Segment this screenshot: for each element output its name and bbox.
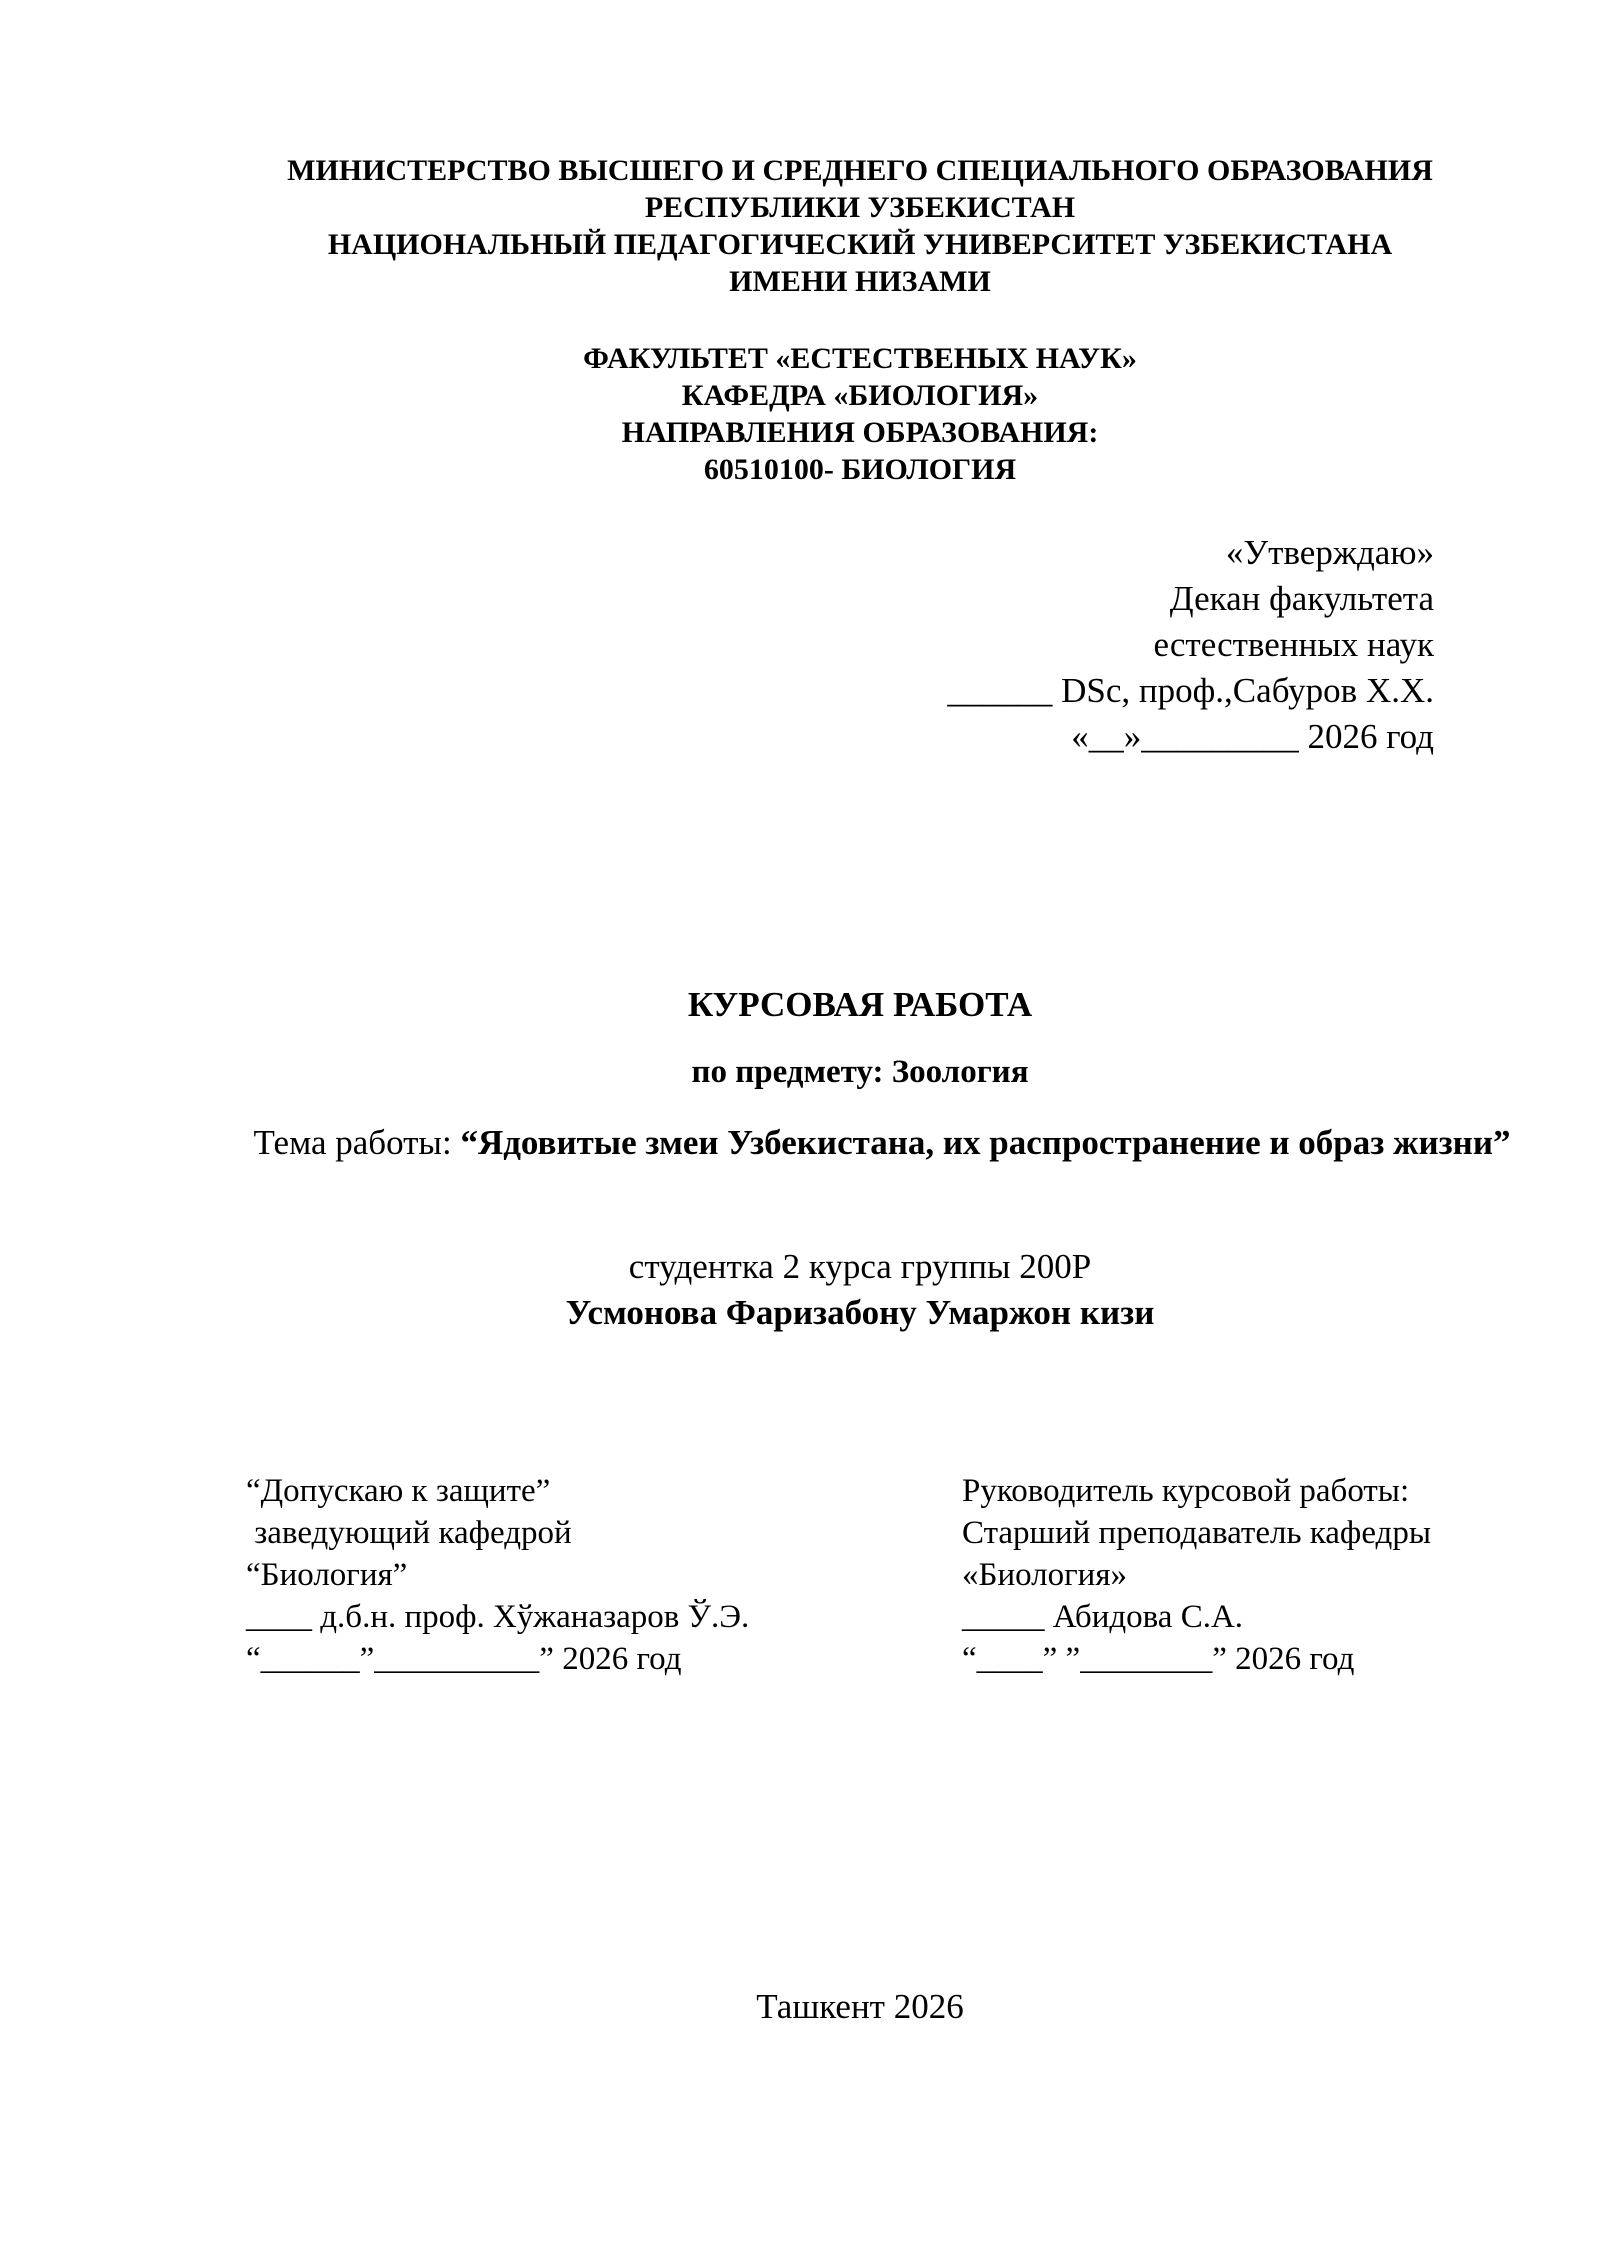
dean-role-line-1: Декан факультета bbox=[1169, 579, 1434, 618]
supervisor-line-2: Старший преподаватель кафедры bbox=[962, 1515, 1431, 1551]
work-type-title: КУРСОВАЯ РАБОТА bbox=[687, 985, 1033, 1024]
ministry-header bbox=[200, 152, 1520, 300]
admission-line-3: “Биология” bbox=[246, 1557, 408, 1593]
subject-line: по предмету: Зоология bbox=[691, 1054, 1029, 1090]
student-group-line: студентка 2 курса группы 200Р bbox=[628, 1247, 1092, 1286]
direction-label: НАПРАВЛЕНИЯ ОБРАЗОВАНИЯ: bbox=[621, 416, 1099, 449]
supervisor-line-1: Руководитель курсовой работы: bbox=[962, 1473, 1410, 1509]
faculty-header bbox=[200, 340, 1520, 488]
topic-title: “Ядовитые змеи Узбекистана, их распространение и образ жизни” bbox=[460, 1123, 1511, 1162]
faculty-line: ФАКУЛЬТЕТ «ЕСТЕСТВЕНЫХ НАУК» bbox=[583, 342, 1137, 375]
dean-signatory: ______ DSc, проф.,Сабуров Х.Х. bbox=[947, 671, 1434, 710]
city-year: Ташкент 2026 bbox=[756, 1987, 964, 2026]
department-line: КАФЕДРА «БИОЛОГИЯ» bbox=[681, 379, 1039, 412]
ministry-line-1: МИНИСТЕРСТВО ВЫСШЕГО И СРЕДНЕГО СПЕЦИАЛЬНОГО ОБРАЗОВАНИЯ bbox=[287, 154, 1433, 187]
ministry-line-2: РЕСПУБЛИКИ УЗБЕКИСТАН bbox=[644, 191, 1076, 224]
supervisor-line-3: «Биология» bbox=[962, 1557, 1128, 1593]
approve-label: «Утверждаю» bbox=[1225, 533, 1434, 572]
topic-block bbox=[232, 1110, 1532, 1176]
university-line-2: ИМЕНИ НИЗАМИ bbox=[729, 265, 991, 298]
dean-approval-block bbox=[800, 530, 1434, 760]
dean-approval-date: «__»_________ 2026 год bbox=[1071, 717, 1434, 756]
supervisor-line-5: “____” ”________” 2026 год bbox=[962, 1641, 1355, 1677]
university-line-1: НАЦИОНАЛЬНЫЙ ПЕДАГОГИЧЕСКИЙ УНИВЕРСИТЕТ УЗБЕКИСТАНА bbox=[327, 228, 1393, 261]
student-name: Усмонова Фаризабону Умаржон кизи bbox=[565, 1293, 1155, 1332]
admission-line-4: ____ д.б.н. проф. Хўжаназаров Ў.Э. bbox=[246, 1599, 750, 1635]
direction-value: 60510100- БИОЛОГИЯ bbox=[703, 453, 1017, 486]
supervisor-block bbox=[962, 1470, 1522, 1680]
supervisor-line-4: _____ Абидова С.А. bbox=[962, 1599, 1244, 1635]
defense-admission-block bbox=[246, 1470, 866, 1680]
admission-line-2: заведующий кафедрой bbox=[246, 1515, 572, 1551]
dean-role-line-2: естественных наук bbox=[1153, 625, 1434, 664]
admission-line-5: “______”__________” 2026 год bbox=[246, 1641, 682, 1677]
topic-label: Тема работы: bbox=[253, 1123, 461, 1162]
admission-line-1: “Допускаю к защите” bbox=[246, 1473, 551, 1509]
